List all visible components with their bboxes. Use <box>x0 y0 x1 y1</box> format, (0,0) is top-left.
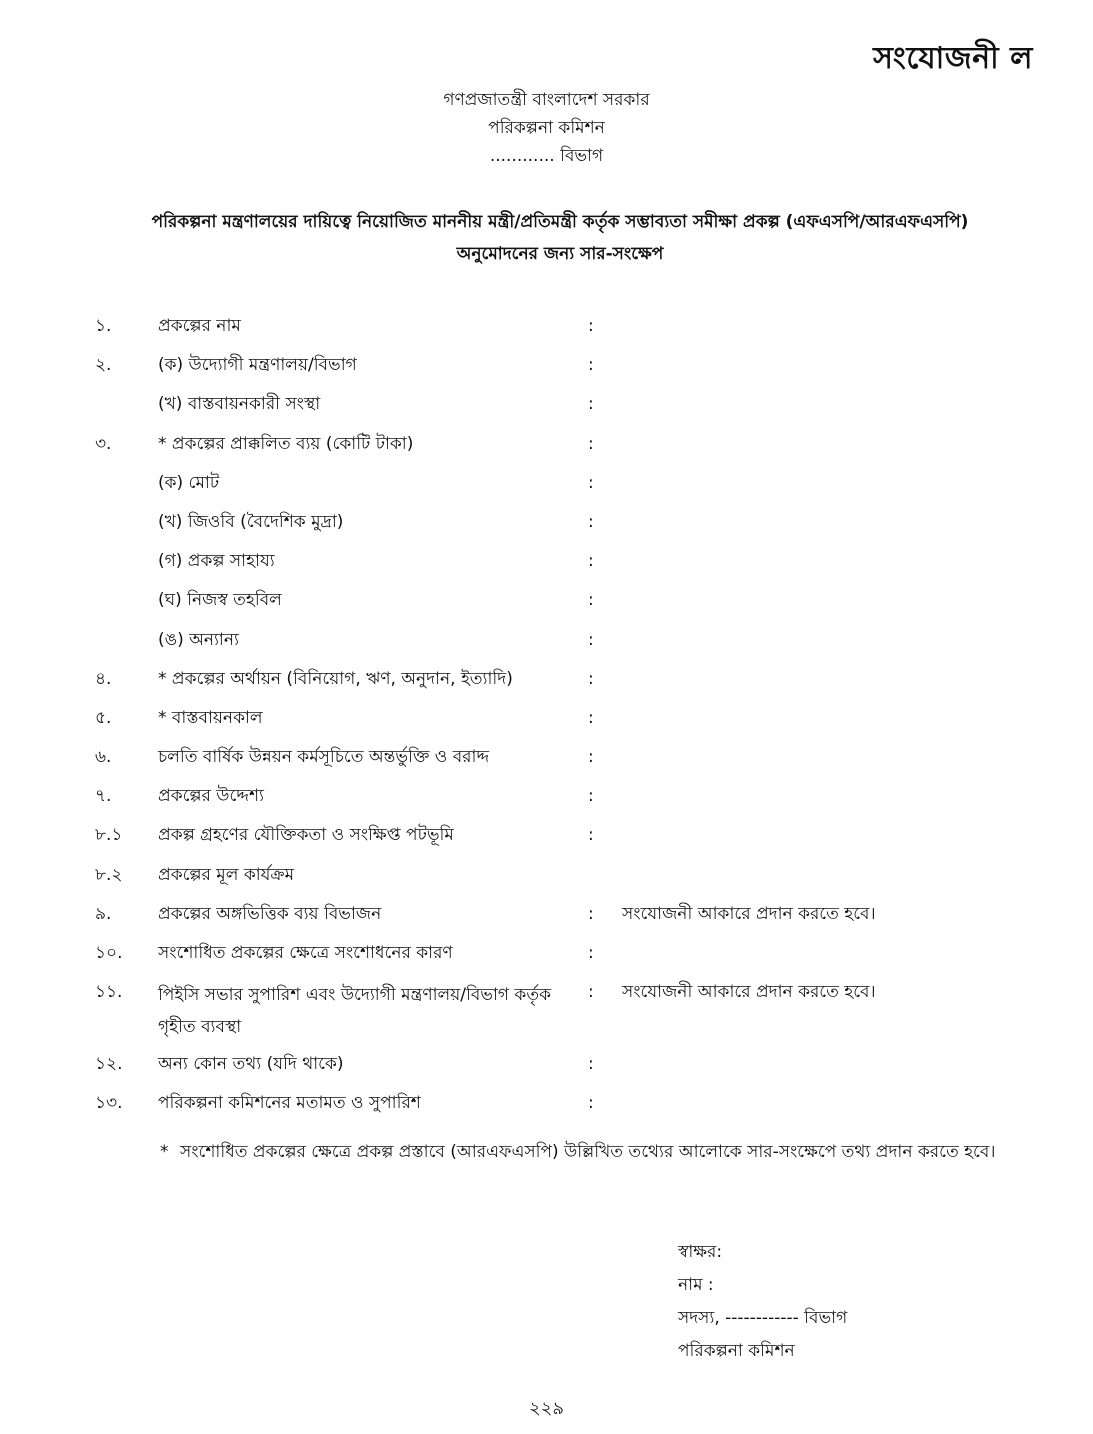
item-number: ৮.১ <box>95 825 123 846</box>
item-label: প্রকল্পের অঙ্গভিত্তিক ব্যয় বিভাজন <box>158 903 382 924</box>
item-value: সংযোজনী আকারে প্রদান করতে হবে। <box>622 903 876 924</box>
list-item <box>0 1051 1093 1090</box>
item-colon: : <box>588 511 594 532</box>
item-number: ১০. <box>95 943 123 963</box>
list-item <box>0 783 1093 822</box>
title-line-1: পরিকল্পনা মন্ত্রণালয়ের দায়িত্বে নিয়োজিত মাননীয় মন্ত্রী/প্রতিমন্ত্রী কর্তৃক সম্ভাব্যতা সমীক্ষা প্রকল্প (এফএসপি/আরএফএসপি) <box>151 212 969 232</box>
item-label: (খ) জিওবি (বৈদেশিক মুদ্রা) <box>158 511 344 532</box>
member-label: সদস্য, ------------ বিভাগ <box>678 1308 848 1328</box>
item-colon: : <box>588 590 594 611</box>
list-item <box>0 470 1093 509</box>
item-number: ৪. <box>95 668 112 689</box>
item-label: প্রকল্পের নাম <box>158 316 241 336</box>
item-colon: : <box>588 433 594 454</box>
summary-items-list <box>0 313 1093 1130</box>
item-colon: : <box>588 707 594 728</box>
footnote <box>160 1138 1032 1166</box>
document-title <box>60 206 1060 270</box>
item-colon: : <box>588 472 594 493</box>
signature-block <box>678 1236 847 1368</box>
list-item <box>0 313 1093 352</box>
item-label: প্রকল্প গ্রহণের যৌক্তিকতা ও সংক্ষিপ্ত পটভূমি <box>158 825 454 846</box>
list-item <box>0 705 1093 744</box>
item-label: * প্রকল্পের অর্থায়ন (বিনিয়োগ, ঋণ, অনুদান, ইত্যাদি) <box>158 668 513 689</box>
name-label: নাম : <box>678 1275 714 1295</box>
signature-label: স্বাক্ষর: <box>678 1242 723 1262</box>
item-label: * বাস্তবায়নকাল <box>158 707 263 728</box>
footnote-marker: * <box>160 1142 169 1162</box>
item-label: সংশোধিত প্রকল্পের ক্ষেত্রে সংশোধনের কারণ <box>158 943 453 963</box>
item-number: ৭. <box>95 786 112 807</box>
item-colon: : <box>588 747 594 768</box>
item-number: ২. <box>95 355 112 376</box>
item-colon: : <box>588 668 594 689</box>
footnote-text: সংশোধিত প্রকল্পের ক্ষেত্রে প্রকল্প প্রস্তাবে (আরএফএসপি) উল্লিখিত তথ্যের আলোকে সার-সংক্ষেপে তথ্য প্রদান করতে হবে। <box>180 1142 996 1162</box>
item-label: (ক) উদ্যোগী মন্ত্রণালয়/বিভাগ <box>158 355 357 376</box>
government-name: গণপ্রজাতন্ত্রী বাংলাদেশ সরকার <box>443 90 650 110</box>
list-item <box>0 352 1093 391</box>
item-label: * প্রকল্পের প্রাক্কলিত ব্যয় (কোটি টাকা) <box>158 433 414 454</box>
item-label: (ক) মোট <box>158 472 220 493</box>
item-colon: : <box>588 825 594 846</box>
item-value: সংযোজনী আকারে প্রদান করতে হবে। <box>622 982 876 1003</box>
page-number: ২২৯ <box>528 1398 565 1419</box>
item-label: (ঘ) নিজস্ব তহবিল <box>158 590 282 611</box>
list-item <box>0 627 1093 666</box>
list-item <box>0 940 1093 979</box>
item-colon: : <box>588 1093 594 1114</box>
item-number: ৫. <box>95 707 112 728</box>
item-label: চলতি বার্ষিক উন্নয়ন কর্মসূচিতে অন্তর্ভুক্তি ও বরাদ্দ <box>158 747 490 768</box>
item-number: ৯. <box>95 903 112 924</box>
list-item <box>0 822 1093 861</box>
list-item <box>0 548 1093 587</box>
item-label: প্রকল্পের উদ্দেশ্য <box>158 786 264 807</box>
item-colon: : <box>588 394 594 415</box>
item-label: (গ) প্রকল্প সাহায্য <box>158 551 275 572</box>
list-item <box>0 431 1093 470</box>
item-colon: : <box>588 786 594 807</box>
list-item <box>0 391 1093 430</box>
item-number: ১১. <box>95 982 123 1003</box>
list-item <box>0 509 1093 548</box>
item-label: (ঙ) অন্যান্য <box>158 629 239 650</box>
item-label: (খ) বাস্তবায়নকারী সংস্থা <box>158 394 321 415</box>
item-label: প্রকল্পের মূল কার্যক্রম <box>158 864 295 885</box>
list-item <box>0 587 1093 626</box>
commission-label: পরিকল্পনা কমিশন <box>678 1341 795 1361</box>
item-label: অন্য কোন তথ্য (যদি থাকে) <box>158 1054 344 1075</box>
item-colon: : <box>588 943 594 963</box>
list-item <box>0 666 1093 705</box>
document-header <box>0 86 1093 170</box>
list-item <box>0 901 1093 940</box>
item-label: পরিকল্পনা কমিশনের মতামত ও সুপারিশ <box>158 1093 421 1114</box>
item-colon: : <box>588 316 594 336</box>
item-number: ৮.২ <box>95 864 123 885</box>
list-item <box>0 862 1093 901</box>
item-colon: : <box>588 903 594 924</box>
item-colon: : <box>588 1054 594 1075</box>
title-line-2: অনুমোদনের জন্য সার-সংক্ষেপ <box>456 244 664 264</box>
item-colon: : <box>588 551 594 572</box>
list-item <box>0 1090 1093 1129</box>
item-colon: : <box>588 982 594 1003</box>
item-number: ৬. <box>95 747 112 768</box>
item-number: ১. <box>95 316 112 336</box>
list-item <box>0 979 1093 1051</box>
item-colon: : <box>588 629 594 650</box>
commission-name: পরিকল্পনা কমিশন <box>488 118 605 138</box>
item-number: ৩. <box>95 433 112 454</box>
item-number: ১৩. <box>95 1093 123 1114</box>
item-number: ১২. <box>95 1054 123 1075</box>
annex-label: সংযোজনী ল <box>873 41 1033 76</box>
item-colon: : <box>588 355 594 376</box>
division-name: ............ বিভাগ <box>489 146 604 166</box>
list-item <box>0 744 1093 783</box>
item-label: পিইসি সভার সুপারিশ এবং উদ্যোগী মন্ত্রণালয়/বিভাগ কর্তৃক গৃহীত ব্যবস্থা <box>158 985 551 1038</box>
